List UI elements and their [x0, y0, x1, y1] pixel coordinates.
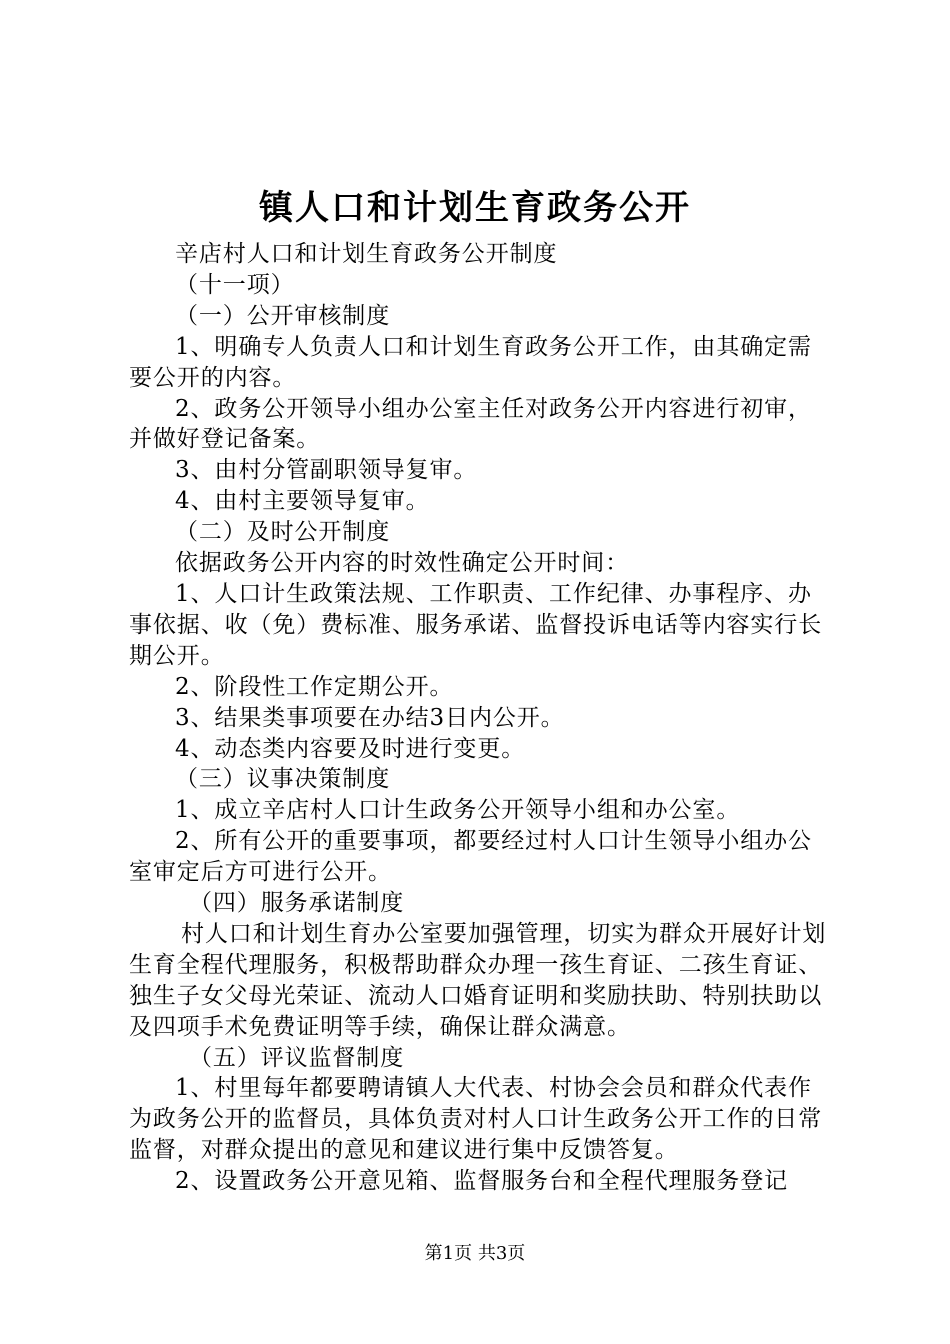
- paragraph: 1、成立辛店村人口计生政务公开领导小组和办公室。: [175, 797, 741, 824]
- paragraph: 1、村里每年都要聘请镇人大代表、村协会会员和群众代表作为政务公开的监督员，具体负责对村人口计生政务公开工作的日常监督，对群众提出的意见和建议进行集中反馈答复。: [129, 1075, 823, 1164]
- section-heading-2: （二）及时公开制度: [175, 519, 391, 546]
- paragraph: 村人口和计划生育办公室要加强管理，切实为群众开展好计划生育全程代理服务，积极帮助群众办理一孩生育证、二孩生育证、独生子女父母光荣证、流动人口婚育证明和奖励扶助、特别扶助以及四项手术免费证明等手续，确保让群众满意。: [129, 920, 827, 1040]
- document-title: 镇人口和计划生育政务公开: [259, 188, 691, 228]
- paragraph: 4、由村主要领导复审。: [175, 488, 430, 515]
- section-heading-3: （三）议事决策制度: [175, 766, 391, 793]
- section-heading-4: （四）服务承诺制度: [189, 890, 405, 917]
- paragraph: 依据政务公开内容的时效性确定公开时间：: [175, 550, 630, 577]
- section-heading-1: （一）公开审核制度: [175, 302, 391, 329]
- paragraph: 4、动态类内容要及时进行变更。: [175, 735, 526, 762]
- paragraph-item-count: （十一项）: [175, 271, 295, 298]
- document-body: [129, 239, 835, 1197]
- paragraph: 3、由村分管副职领导复审。: [175, 457, 478, 484]
- page-footer: 第1页 共3页: [424, 1243, 526, 1264]
- paragraph: 1、人口计生政策法规、工作职责、工作纪律、办事程序、办事依据、收（免）费标准、服务承诺、监督投诉电话等内容实行长期公开。: [129, 580, 823, 669]
- paragraph-subtitle: 辛店村人口和计划生育政务公开制度: [175, 241, 558, 267]
- paragraph: 2、政务公开领导小组办公室主任对政务公开内容进行初审，并做好登记备案。: [129, 395, 812, 453]
- paragraph: 2、设置政务公开意见箱、监督服务台和全程代理服务登记: [175, 1168, 789, 1195]
- paragraph: 2、阶段性工作定期公开。: [175, 673, 454, 700]
- section-heading-5: （五）评议监督制度: [189, 1044, 405, 1071]
- paragraph: 3、结果类事项要在办结3日内公开。: [175, 704, 565, 731]
- paragraph: 1、明确专人负责人口和计划生育政务公开工作，由其确定需要公开的内容。: [129, 333, 812, 391]
- paragraph: 2、所有公开的重要事项，都要经过村人口计生领导小组办公室审定后方可进行公开。: [129, 828, 812, 886]
